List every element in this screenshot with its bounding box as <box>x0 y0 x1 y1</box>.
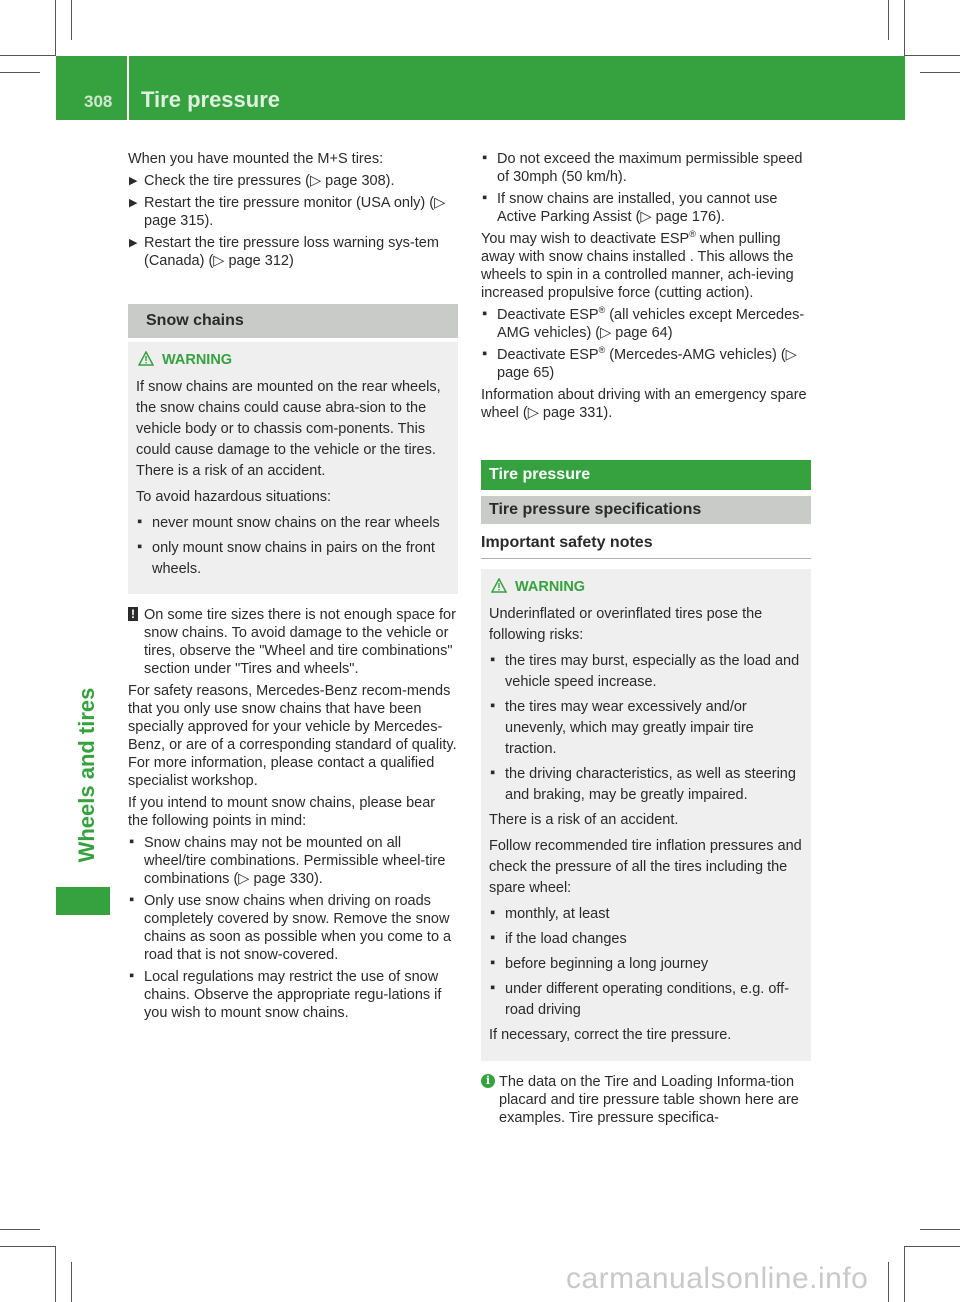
warning-triangle-icon <box>138 351 154 366</box>
warning-risk-text: There is a risk of an accident. <box>489 812 679 828</box>
chapter-tab-marker <box>56 887 110 915</box>
section-heading-snow-chains: Snow chains <box>128 304 458 338</box>
bullet-icon: ▪ <box>490 930 496 946</box>
registered-mark: ® <box>598 345 606 356</box>
warning-box <box>481 569 811 1061</box>
warning-title: WARNING <box>136 350 450 371</box>
registered-mark: ® <box>689 229 696 240</box>
arrow-icon: ▶ <box>129 237 138 249</box>
warning-title: WARNING <box>489 577 803 598</box>
list-item: ▪ Snow chains may not be mounted on all wheel/tire combinations. Permissible wheel-tire combinations (▷ page 330). <box>129 834 446 887</box>
bullet-icon: ▪ <box>490 905 496 921</box>
list-item: ▪ under different operating conditions, e.g. off-road driving <box>490 980 790 1018</box>
right-column <box>481 150 811 1131</box>
info-icon: i <box>481 1074 495 1088</box>
bullet-icon: ▪ <box>490 955 496 971</box>
list-item: ▪ the tires may wear excessively and/or unevenly, which may greatly impair tire traction. <box>490 698 754 757</box>
warning-box <box>128 342 458 594</box>
page-number: 308 <box>84 92 113 111</box>
instruction-step: ▶ Restart the tire pressure monitor (USA only) (▷ page 315). <box>129 195 446 229</box>
paragraph: You may wish to deactivate ESP® when pulling away with snow chains installed . This allows the wheels to spin in a controlled manner, ach-ieving increased propulsive force (cutting action). <box>481 229 794 301</box>
bullet-icon: ▪ <box>129 834 135 850</box>
bullet-icon: ▪ <box>129 968 135 984</box>
bullet-icon: ▪ <box>137 539 143 555</box>
page-header <box>56 56 905 120</box>
paragraph: If you intend to mount snow chains, please bear the following points in mind: <box>128 795 436 829</box>
list-item: ▪ Do not exceed the maximum permissible speed of 30mph (50 km/h). <box>482 150 803 185</box>
list-item: ▪ monthly, at least <box>490 905 610 922</box>
crop-mark <box>904 1246 960 1247</box>
crop-mark <box>55 0 56 56</box>
list-item: ▪ the tires may burst, especially as the load and vehicle speed increase. <box>490 652 800 690</box>
crop-mark <box>904 55 960 56</box>
list-item: ▪ only mount snow chains in pairs on the front wheels. <box>137 539 435 577</box>
exclamation-icon: ! <box>128 607 138 621</box>
crop-mark <box>888 0 889 40</box>
list-item: ▪ never mount snow chains on the rear wheels <box>137 514 440 531</box>
caution-note: ! On some tire sizes there is not enough space for snow chains. To avoid damage to the vehicle or tires, observe the "Wheel and tire combinations" section under "Tires and wheels". <box>128 606 458 678</box>
bullet-icon: ▪ <box>490 698 496 714</box>
bullet-icon: ▪ <box>137 514 143 530</box>
arrow-icon: ▶ <box>129 175 138 187</box>
crop-mark <box>904 0 905 56</box>
crop-mark <box>0 72 40 73</box>
list-item: ▪ Only use snow chains when driving on roads completely covered by snow. Remove the snow chains as soon as possible when you come to a road that is not snow-covered. <box>129 892 452 963</box>
bullet-icon: ▪ <box>482 346 488 362</box>
crop-mark <box>904 1246 905 1302</box>
arrow-icon: ▶ <box>129 197 138 209</box>
watermark: carmanualsonline.info <box>566 1262 869 1295</box>
bullet-icon: ▪ <box>490 765 496 781</box>
list-item: ▪ if the load changes <box>490 930 627 947</box>
info-note: i The data on the Tire and Loading Informa-tion placard and tire pressure table shown here are examples. Tire pressure specifica- <box>481 1073 811 1127</box>
registered-mark: ® <box>598 305 606 316</box>
bullet-icon: ▪ <box>490 980 496 996</box>
paragraph: Information about driving with an emergency spare wheel (▷ page 331). <box>481 387 807 421</box>
crop-mark <box>71 1262 72 1302</box>
list-item: ▪ If snow chains are installed, you cannot use Active Parking Assist (▷ page 176). <box>482 190 778 225</box>
bullet-icon: ▪ <box>482 150 488 166</box>
crop-mark <box>888 1262 889 1302</box>
bullet-icon: ▪ <box>129 892 135 908</box>
paragraph: For safety reasons, Mercedes-Benz recom-mends that you only use snow chains that have been specially approved for your vehicle by Mercedes-Benz, or are of a corresponding standard of quality. For more information, please contact a qualified specialist workshop. <box>128 683 457 789</box>
warning-text: If snow chains are mounted on the rear wheels, the snow chains could cause abra-sion to the vehicle body or to chassis com-ponents. This could cause damage to the vehicle or the tires. There is a risk of an accident. <box>136 379 441 479</box>
left-column <box>128 150 458 1026</box>
warning-avoid-text: To avoid hazardous situations: <box>136 489 332 505</box>
instruction-step: ▶ Check the tire pressures (▷ page 308). <box>129 173 395 189</box>
bullet-icon: ▪ <box>482 306 488 322</box>
crop-mark <box>55 1246 56 1302</box>
section-heading-tire-pressure: Tire pressure <box>481 460 811 490</box>
crop-mark <box>0 1246 56 1247</box>
warning-triangle-icon <box>491 578 507 593</box>
chapter-tab-label <box>62 670 112 880</box>
subheading-safety-notes: Important safety notes <box>481 534 811 559</box>
crop-mark <box>920 1229 960 1230</box>
instruction-step: ▶ Restart the tire pressure loss warning sys-tem (Canada) (▷ page 312) <box>129 235 439 269</box>
list-item: ▪ the driving characteristics, as well as steering and braking, may be greatly impaired. <box>490 765 796 803</box>
list-item: ▪ Deactivate ESP® (all vehicles except Mercedes-AMG vehicles) (▷ page 64) <box>482 305 805 341</box>
warning-follow-text: Follow recommended tire inflation pressures and check the pressure of all the tires including the spare wheel: <box>489 838 802 896</box>
header-divider <box>127 56 129 120</box>
bullet-icon: ▪ <box>482 190 488 206</box>
crop-mark <box>0 55 56 56</box>
warning-correct-text: If necessary, correct the tire pressure. <box>489 1027 732 1043</box>
page-title: Tire pressure <box>141 87 281 112</box>
crop-mark <box>920 72 960 73</box>
bullet-icon: ▪ <box>490 652 496 668</box>
warning-text: Underinflated or overinflated tires pose the following risks: <box>489 606 763 643</box>
section-heading-tire-pressure-specifications: Tire pressure specifications <box>481 496 811 524</box>
list-item: ▪ before beginning a long journey <box>490 955 709 972</box>
chapter-tab-text: Wheels and tires <box>74 687 99 863</box>
intro-text: When you have mounted the M+S tires: <box>128 151 384 167</box>
list-item: ▪ Local regulations may restrict the use of snow chains. Observe the appropriate regu-lations if you wish to mount snow chains. <box>129 968 442 1021</box>
list-item: ▪ Deactivate ESP® (Mercedes-AMG vehicles) (▷ page 65) <box>482 345 797 381</box>
crop-mark <box>0 1229 40 1230</box>
crop-mark <box>71 0 72 40</box>
